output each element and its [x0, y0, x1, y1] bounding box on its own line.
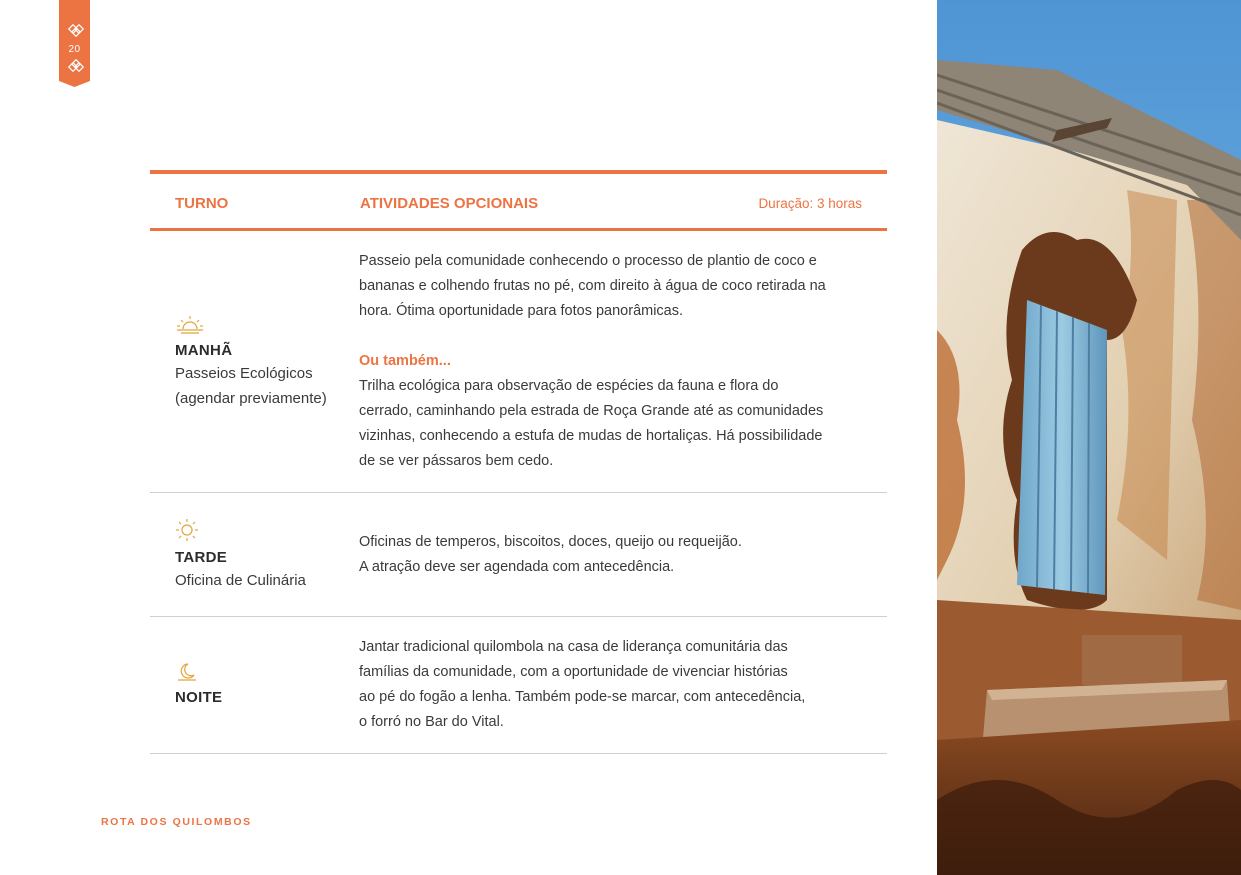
description-line: A atração deve ser agendada com antecedência. [359, 559, 675, 575]
description-line: cerrado, caminhando pela estrada de Roça Grande até as comunidades [359, 403, 824, 419]
description-line: vizinhas, conhecendo a estufa de mudas de hortaliças. Há possibilidade [359, 428, 823, 444]
description-line: famílias da comunidade, com a oportunidade de vivenciar histórias [359, 664, 788, 680]
description-line: Jantar tradicional quilombola na casa de liderança comunitária das [359, 639, 788, 655]
description-line: Trilha ecológica para observação de espécies da fauna e flora do [359, 378, 779, 394]
description-line: de se ver pássaros bem cedo. [359, 453, 554, 469]
turn-cell [175, 518, 306, 593]
header-duracao: Duração: 3 horas [758, 196, 862, 211]
turn-subtitle: Oficina de Culinária [175, 572, 306, 589]
table-row-tarde [150, 493, 887, 617]
description-line: hora. Ótima oportunidade para fotos panorâmicas. [359, 303, 684, 319]
table-row-noite [150, 617, 887, 754]
description-line: Oficinas de temperos, biscoitos, doces, queijo ou requeijão. [359, 534, 742, 550]
header-turno: TURNO [175, 195, 229, 212]
description-line: Passeio pela comunidade conhecendo o processo de plantio de coco e [359, 253, 817, 269]
turn-cell [175, 315, 327, 411]
turn-name: TARDE [175, 549, 228, 566]
activity-description [359, 249, 859, 474]
activities-table [150, 170, 887, 754]
activity-description [359, 530, 859, 580]
house-photo [937, 0, 1241, 875]
table-row-manha [150, 231, 887, 493]
also-heading: Ou também... [359, 353, 451, 369]
sun-icon [175, 518, 201, 542]
sunrise-icon [175, 315, 205, 335]
turn-subtitle: Passeios Ecológicos [175, 365, 313, 382]
description-line: ao pé do fogão a lenha. Também pode-se marcar, com antecedência, [359, 689, 806, 705]
header-atividades: ATIVIDADES OPCIONAIS [360, 195, 539, 212]
turn-cell [175, 662, 222, 708]
moon-icon [175, 662, 199, 682]
page-number: 20 [68, 44, 81, 55]
activity-description [359, 635, 859, 735]
turn-name: MANHÃ [175, 342, 233, 359]
description-line: bananas e colhendo frutas no pé, com direito à água de coco retirada na [359, 278, 826, 294]
table-header [150, 174, 887, 228]
footer-brand: ROTA DOS QUILOMBOS [101, 816, 252, 828]
description-line: o forró no Bar do Vital. [359, 714, 504, 730]
turn-subtitle: (agendar previamente) [175, 390, 327, 407]
turn-name: NOITE [175, 689, 223, 706]
